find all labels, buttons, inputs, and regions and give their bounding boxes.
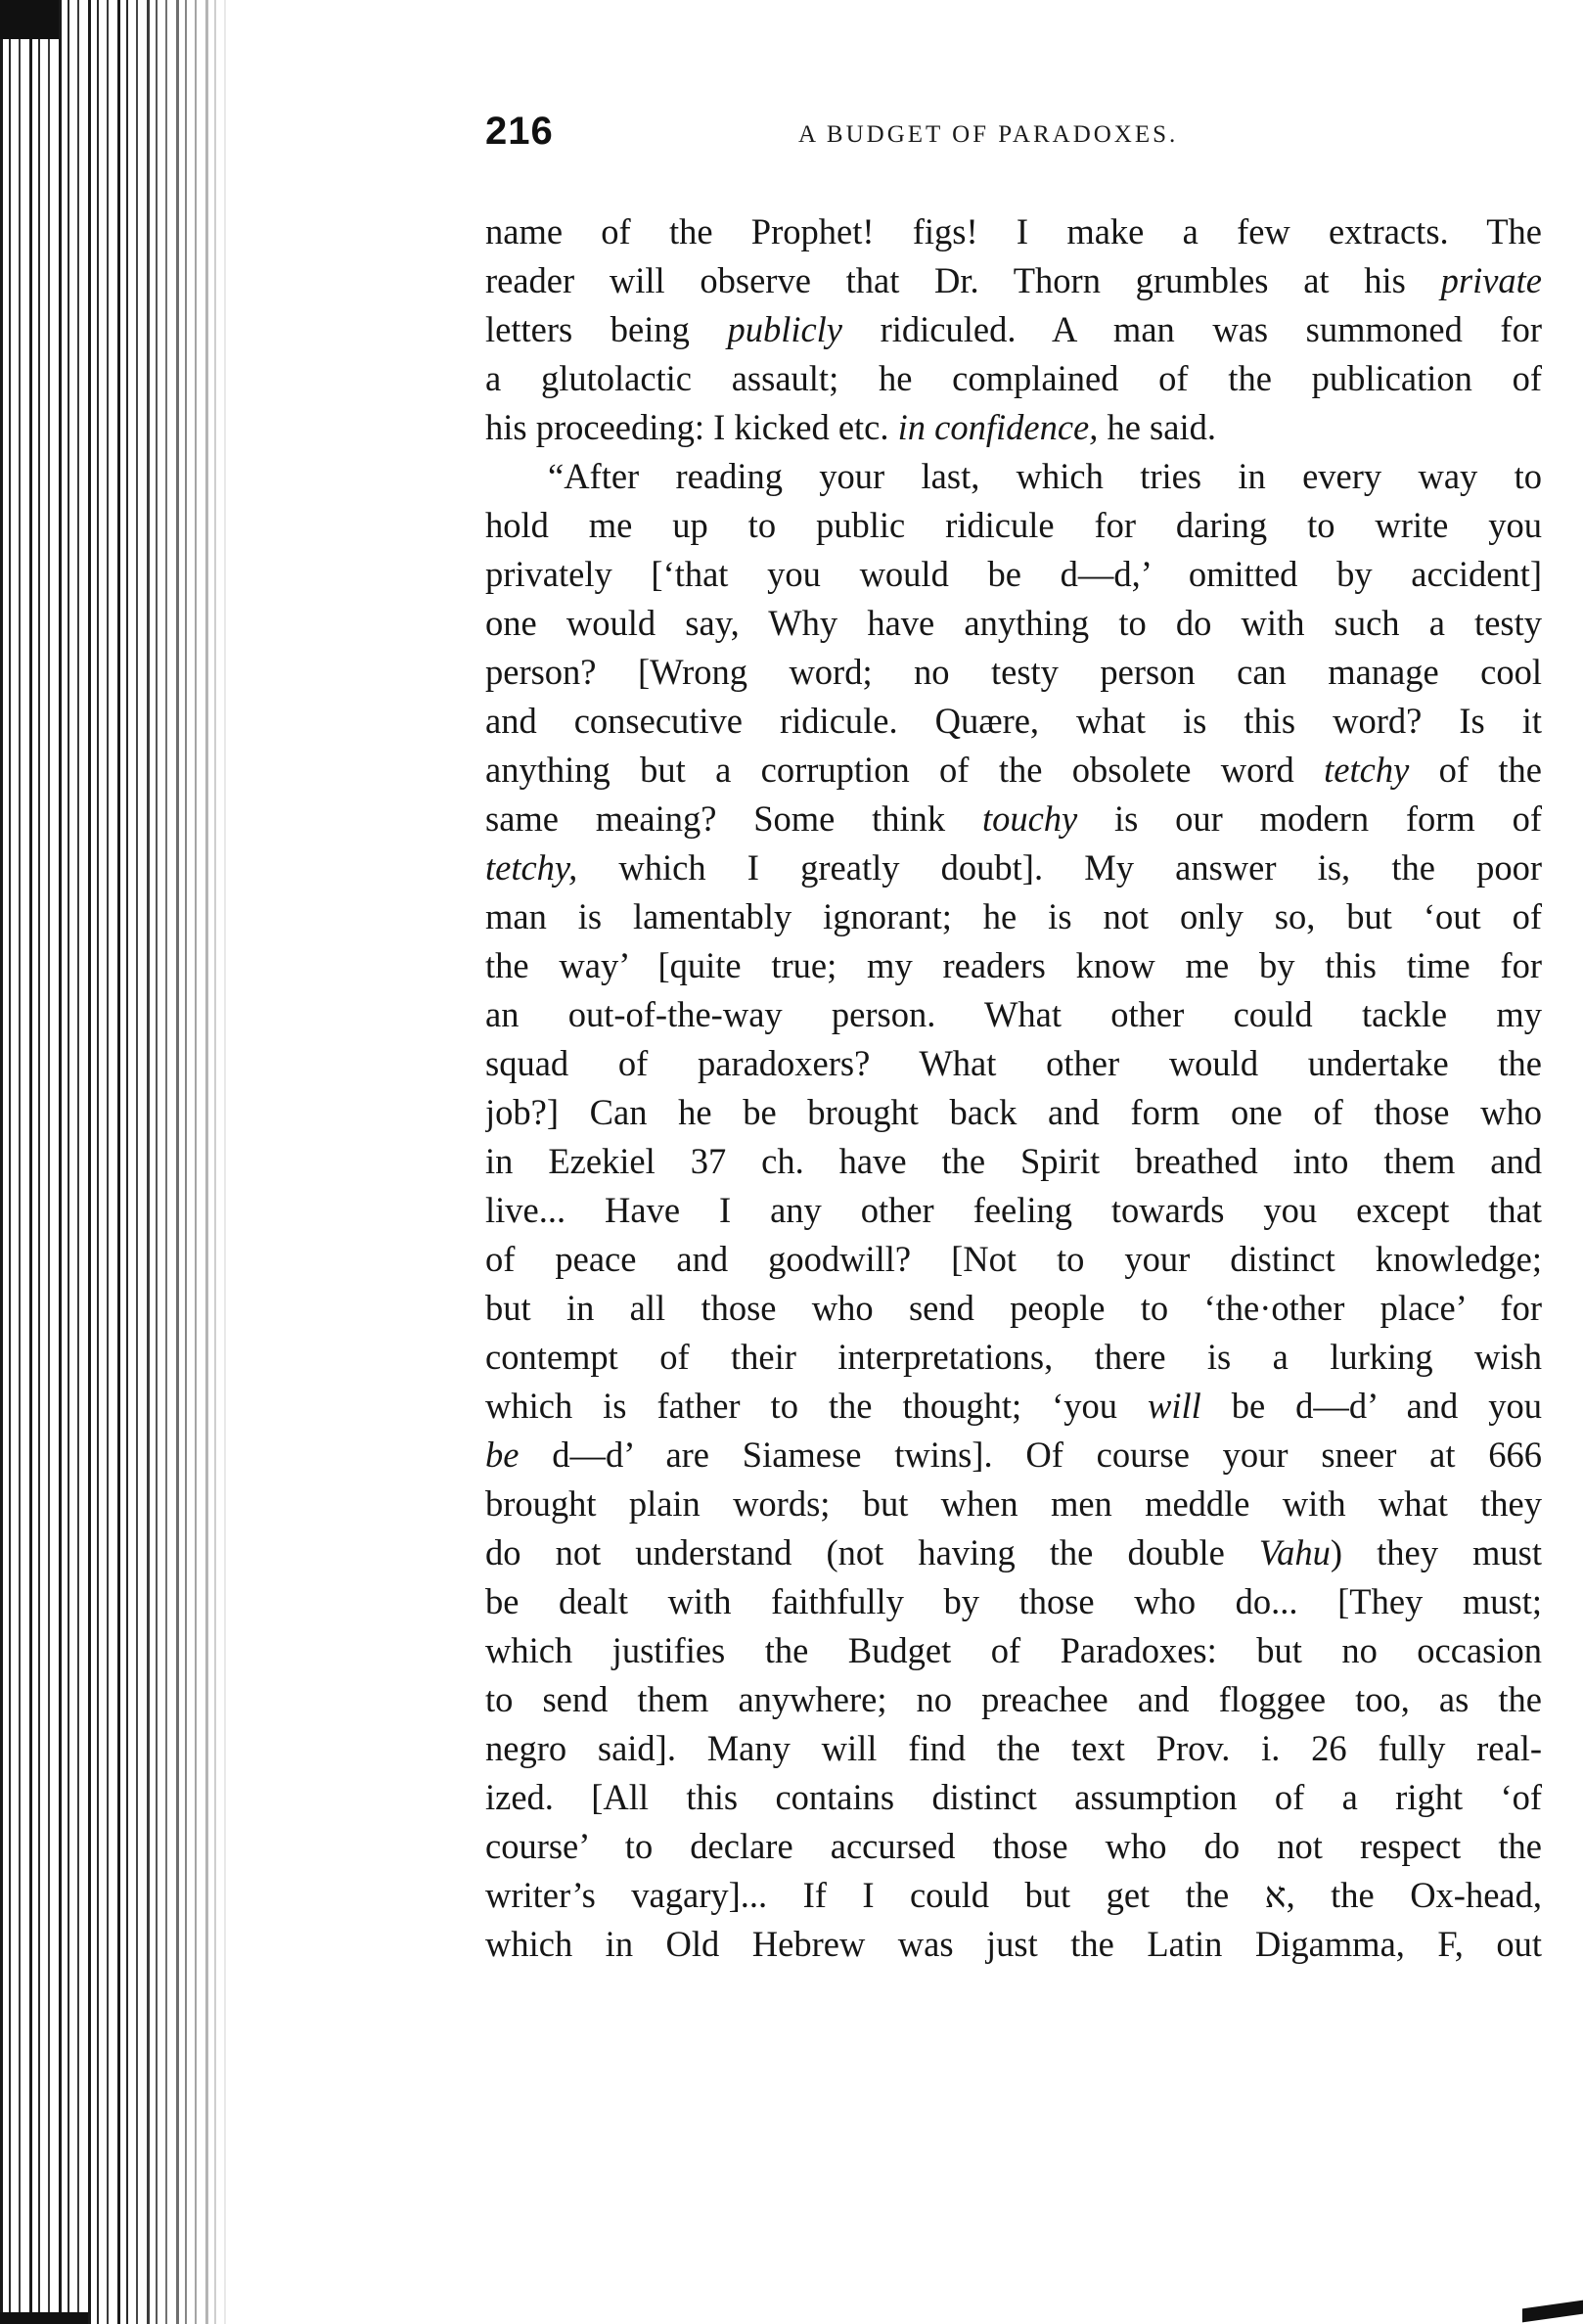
text-segment: hold me up to public ridicule for daring to write you: [485, 505, 1542, 545]
text-line: [485, 1039, 1542, 1088]
text-segment: one would say, Why have anything to do with such a testy: [485, 603, 1542, 643]
text-segment: he said.: [1098, 407, 1216, 447]
text-line: [485, 746, 1542, 795]
text-segment: which in Old Hebrew was just the Latin Digamma, F, out: [485, 1924, 1542, 1964]
text-line: [485, 1333, 1542, 1382]
text-segment: an out-of-the-way person. What other could tackle my: [485, 994, 1542, 1034]
text-line: [485, 207, 1542, 256]
text-segment: brought plain words; but when men meddle with what they: [485, 1483, 1542, 1524]
text-segment: the way’ [quite true; my readers know me by this time for: [485, 945, 1542, 985]
text-line: [485, 501, 1542, 550]
text-segment: a glutolactic assault; he complained of the publication of: [485, 358, 1542, 398]
text-segment: negro said]. Many will find the text Prov. i. 26 fully real-: [485, 1728, 1542, 1768]
text-line: [485, 1724, 1542, 1773]
text-segment: of peace and goodwill? [Not to your distinct knowledge;: [485, 1239, 1542, 1279]
page-edges-decoration: [0, 0, 235, 2324]
text-segment: ) they must: [1330, 1532, 1542, 1572]
text-segment: which I greatly doubt]. My answer is, the poor: [577, 847, 1542, 888]
text-segment: person? [Wrong word; no testy person can manage cool: [485, 652, 1542, 692]
text-line: [485, 648, 1542, 697]
text-segment: of the: [1409, 750, 1542, 790]
italic-segment: private: [1440, 260, 1542, 300]
text-line: [485, 1626, 1542, 1675]
text-segment: same meaing? Some think: [485, 798, 982, 839]
text-segment: be dealt with faithfully by those who do... [They must;: [485, 1581, 1542, 1621]
text-line: [485, 843, 1542, 892]
text-line: [485, 1528, 1542, 1577]
text-segment: anything but a corruption of the obsolete word: [485, 750, 1325, 790]
text-segment: man is lamentably ignorant; he is not only so, but ‘out of: [485, 896, 1542, 936]
running-head: A BUDGET OF PARADOXES.: [798, 121, 1179, 148]
text-line: [485, 1186, 1542, 1235]
text-segment: in Ezekiel 37 ch. have the Spirit breathed into them and: [485, 1141, 1542, 1181]
text-line: [485, 1088, 1542, 1137]
text-line: [485, 1284, 1542, 1333]
text-line: [485, 599, 1542, 648]
text-segment: and consecutive ridicule. Quære, what is this word? Is it: [485, 701, 1542, 741]
italic-segment: will: [1147, 1386, 1201, 1426]
text-line: [485, 256, 1542, 305]
text-line: [485, 305, 1542, 354]
text-line: [485, 1920, 1542, 1969]
text-segment: live... Have I any other feeling towards you except that: [485, 1190, 1542, 1230]
text-line: [485, 1137, 1542, 1186]
text-segment: ridiculed. A man was summoned for: [842, 309, 1542, 349]
binding-shadow-bottom: [0, 2312, 88, 2324]
text-segment: which justifies the Budget of Paradoxes: but no occasion: [485, 1630, 1542, 1670]
page-header: [485, 110, 1542, 168]
text-line: [485, 1773, 1542, 1822]
corner-mark: [1522, 2301, 1583, 2323]
text-line: [485, 1577, 1542, 1626]
text-segment: which is father to the thought; ‘you: [485, 1386, 1148, 1426]
italic-segment: in confidence,: [897, 407, 1099, 447]
italic-segment: tetchy: [1324, 750, 1410, 790]
text-line: [485, 892, 1542, 941]
italic-segment: tetchy,: [485, 847, 578, 888]
italic-segment: touchy: [981, 798, 1078, 839]
text-segment: is our modern form of: [1077, 798, 1542, 839]
text-segment: do not understand (not having the double: [485, 1532, 1259, 1572]
text-segment: but in all those who send people to ‘the·other place’ for: [485, 1288, 1542, 1328]
text-line: [485, 354, 1542, 403]
text-segment: to send them anywhere; no preachee and floggee too, as the: [485, 1679, 1542, 1719]
text-segment: ized. [All this contains distinct assumption of a right ‘of: [485, 1777, 1542, 1817]
text-segment: letters being: [485, 309, 728, 349]
italic-segment: publicly: [727, 309, 843, 349]
text-segment: course’ to declare accursed those who do not respect the: [485, 1826, 1542, 1866]
text-line: [485, 550, 1542, 599]
text-segment: privately [‘that you would be d—d,’ omitted by accident]: [485, 554, 1542, 594]
italic-segment: Vahu: [1258, 1532, 1331, 1572]
text-segment: be d—d’ and you: [1200, 1386, 1542, 1426]
body-text: [485, 207, 1542, 1969]
binding-shadow-top: [0, 0, 59, 39]
text-line: [485, 403, 1542, 452]
text-line: [485, 990, 1542, 1039]
text-line: [485, 1480, 1542, 1528]
text-segment: squad of paradoxers? What other would undertake the: [485, 1043, 1542, 1083]
text-segment: “After reading your last, which tries in every way to: [548, 456, 1542, 496]
text-line: [485, 452, 1542, 501]
text-segment: name of the Prophet! figs! I make a few extracts. The: [485, 211, 1542, 251]
page-number: 216: [485, 110, 554, 153]
italic-segment: be: [485, 1435, 520, 1475]
text-line: [485, 795, 1542, 843]
text-line: [485, 1235, 1542, 1284]
text-segment: d—d’ are Siamese twins]. Of course your sneer at 666: [519, 1435, 1542, 1475]
text-line: [485, 697, 1542, 746]
text-line: [485, 1675, 1542, 1724]
text-line: [485, 1382, 1542, 1431]
text-segment: writer’s vagary]... If I could but get the א, the Ox-head,: [485, 1875, 1542, 1915]
text-line: [485, 1431, 1542, 1480]
text-segment: his proceeding: I kicked etc.: [485, 407, 898, 447]
text-line: [485, 1822, 1542, 1871]
text-line: [485, 1871, 1542, 1920]
text-segment: job?] Can he be brought back and form one of those who: [485, 1092, 1542, 1132]
text-segment: reader will observe that Dr. Thorn grumbles at his: [485, 260, 1441, 300]
text-line: [485, 941, 1542, 990]
text-segment: contempt of their interpretations, there is a lurking wish: [485, 1337, 1542, 1377]
